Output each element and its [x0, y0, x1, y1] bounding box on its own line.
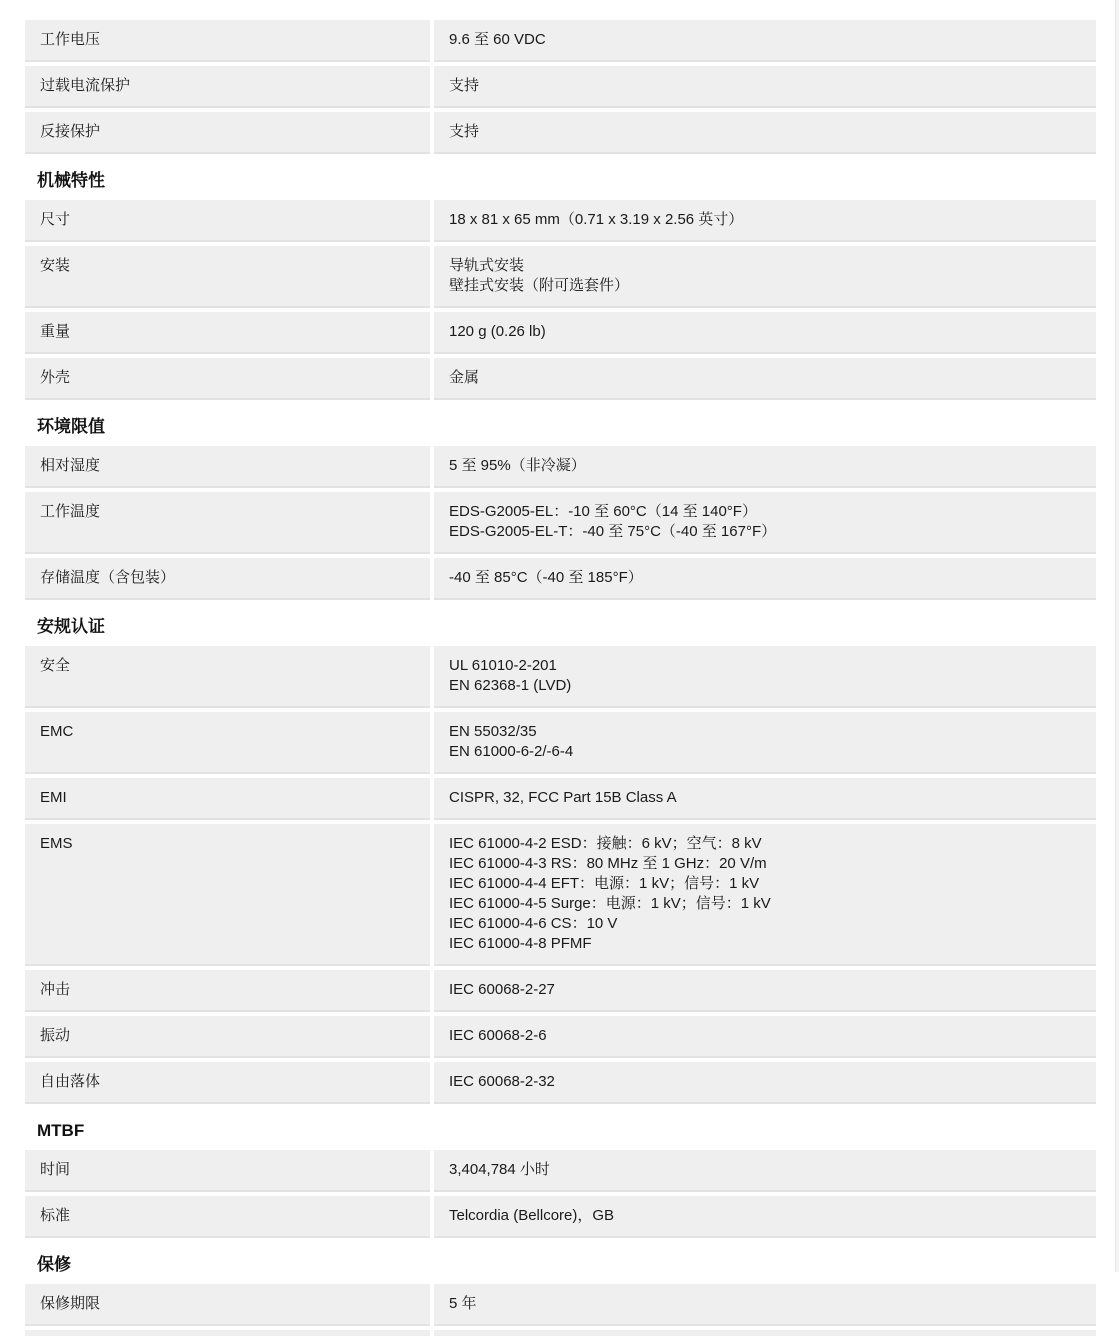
spec-value-line: IEC 61000-4-8 PFMF	[449, 935, 592, 952]
spec-value-line: 5 至 95%（非冷凝）	[449, 457, 586, 474]
spec-value-line: EN 62368-1 (LVD)	[449, 677, 572, 694]
spec-value	[434, 558, 1096, 600]
spec-row	[25, 446, 1096, 488]
spec-value-line: IEC 61000-4-6 CS：10 V	[449, 915, 618, 932]
spec-row	[25, 246, 1096, 308]
spec-value	[434, 646, 1096, 708]
spec-value-line: -40 至 85°C（-40 至 185°F）	[449, 569, 643, 586]
spec-label: 存储温度（含包装）	[25, 558, 430, 600]
spec-label: 尺寸	[25, 200, 430, 242]
spec-label: 重量	[25, 312, 430, 354]
spec-value-line: EN 55032/35	[449, 723, 537, 740]
spec-label: 标准	[25, 1196, 430, 1238]
spec-value-line: 金属	[449, 369, 480, 386]
spec-label: 冲击	[25, 970, 430, 1012]
spec-label: EMC	[25, 712, 430, 774]
spec-row	[25, 1016, 1096, 1058]
spec-value	[434, 1284, 1096, 1326]
spec-row	[25, 358, 1096, 400]
spec-value-line: 18 x 81 x 65 mm（0.71 x 3.19 x 2.56 英寸）	[449, 211, 744, 228]
spec-row	[25, 1150, 1096, 1192]
spec-value-line: IEC 60068-2-6	[449, 1027, 547, 1044]
spec-label: 外壳	[25, 358, 430, 400]
spec-value	[434, 246, 1096, 308]
section-title: MTBF	[37, 1121, 85, 1140]
spec-value	[434, 446, 1096, 488]
spec-value-line: 支持	[449, 77, 480, 94]
spec-value-line: IEC 61000-4-5 Surge：电源：1 kV；信号：1 kV	[449, 895, 771, 912]
spec-row	[25, 200, 1096, 242]
spec-value-line: UL 61010-2-201	[449, 657, 557, 674]
section-title: 保修	[37, 1255, 71, 1274]
spec-label	[25, 1330, 430, 1336]
spec-label: EMI	[25, 778, 430, 820]
spec-value-line: 5 年	[449, 1295, 477, 1312]
spec-label: 工作电压	[25, 20, 430, 62]
spec-value	[434, 312, 1096, 354]
spec-value-line: IEC 61000-4-2 ESD：接触：6 kV；空气：8 kV	[449, 835, 762, 852]
spec-value	[434, 112, 1096, 154]
spec-row	[25, 1062, 1096, 1104]
spec-value-line: 支持	[449, 123, 480, 140]
spec-value	[434, 1016, 1096, 1058]
spec-value-line: IEC 60068-2-27	[449, 981, 555, 998]
spec-label: 反接保护	[25, 112, 430, 154]
spec-label: 安装	[25, 246, 430, 308]
spec-label: 保修期限	[25, 1284, 430, 1326]
spec-row	[25, 66, 1096, 108]
spec-value	[434, 492, 1096, 554]
spec-value-line: CISPR, 32, FCC Part 15B Class A	[449, 789, 677, 806]
spec-label: EMS	[25, 824, 430, 966]
spec-value	[434, 712, 1096, 774]
spec-row	[25, 778, 1096, 820]
spec-value	[434, 1330, 1096, 1336]
spec-value-line: 9.6 至 60 VDC	[449, 31, 546, 48]
spec-row	[25, 1284, 1096, 1326]
spec-value-line: EN 61000-6-2/-6-4	[449, 743, 574, 760]
spec-value-line: IEC 60068-2-32	[449, 1073, 555, 1090]
spec-label: 振动	[25, 1016, 430, 1058]
spec-value-line: IEC 61000-4-3 RS：80 MHz 至 1 GHz：20 V/m	[449, 855, 767, 872]
spec-row	[25, 970, 1096, 1012]
spec-row	[25, 20, 1096, 62]
spec-value-line: 壁挂式安装（附可选套件）	[449, 277, 630, 294]
spec-value-line: 120 g (0.26 lb)	[449, 323, 546, 340]
spec-value	[434, 200, 1096, 242]
spec-value-line: 3,404,784 小时	[449, 1161, 550, 1178]
spec-row	[25, 1196, 1096, 1238]
spec-value	[434, 20, 1096, 62]
spec-value	[434, 66, 1096, 108]
spec-value-line: EDS-G2005-EL-T：-40 至 75°C（-40 至 167°F）	[449, 523, 777, 540]
spec-label: 相对湿度	[25, 446, 430, 488]
spec-row	[25, 558, 1096, 600]
spec-value	[434, 358, 1096, 400]
spec-row	[25, 312, 1096, 354]
spec-row	[25, 824, 1096, 966]
scrollbar-track[interactable]	[1115, 0, 1119, 1272]
spec-row-partial	[25, 1330, 1096, 1336]
spec-label: 时间	[25, 1150, 430, 1192]
section-title: 机械特性	[37, 171, 105, 190]
spec-row	[25, 712, 1096, 774]
spec-row	[25, 112, 1096, 154]
spec-value	[434, 1150, 1096, 1192]
spec-label: 自由落体	[25, 1062, 430, 1104]
spec-label: 工作温度	[25, 492, 430, 554]
spec-row	[25, 492, 1096, 554]
spec-value-line: Telcordia (Bellcore)，GB	[449, 1207, 615, 1224]
spec-value	[434, 1196, 1096, 1238]
spec-table	[25, 20, 1096, 1336]
spec-value	[434, 970, 1096, 1012]
spec-label: 安全	[25, 646, 430, 708]
section-title: 安规认证	[37, 617, 105, 636]
spec-value-line: EDS-G2005-EL：-10 至 60°C（14 至 140°F）	[449, 503, 757, 520]
section-title: 环境限值	[37, 417, 105, 436]
spec-label: 过载电流保护	[25, 66, 430, 108]
spec-value	[434, 824, 1096, 966]
spec-row	[25, 646, 1096, 708]
spec-value	[434, 1062, 1096, 1104]
spec-value	[434, 778, 1096, 820]
spec-value-line: 导轨式安装	[449, 257, 525, 274]
spec-value-line: IEC 61000-4-4 EFT：电源：1 kV；信号：1 kV	[449, 875, 760, 892]
